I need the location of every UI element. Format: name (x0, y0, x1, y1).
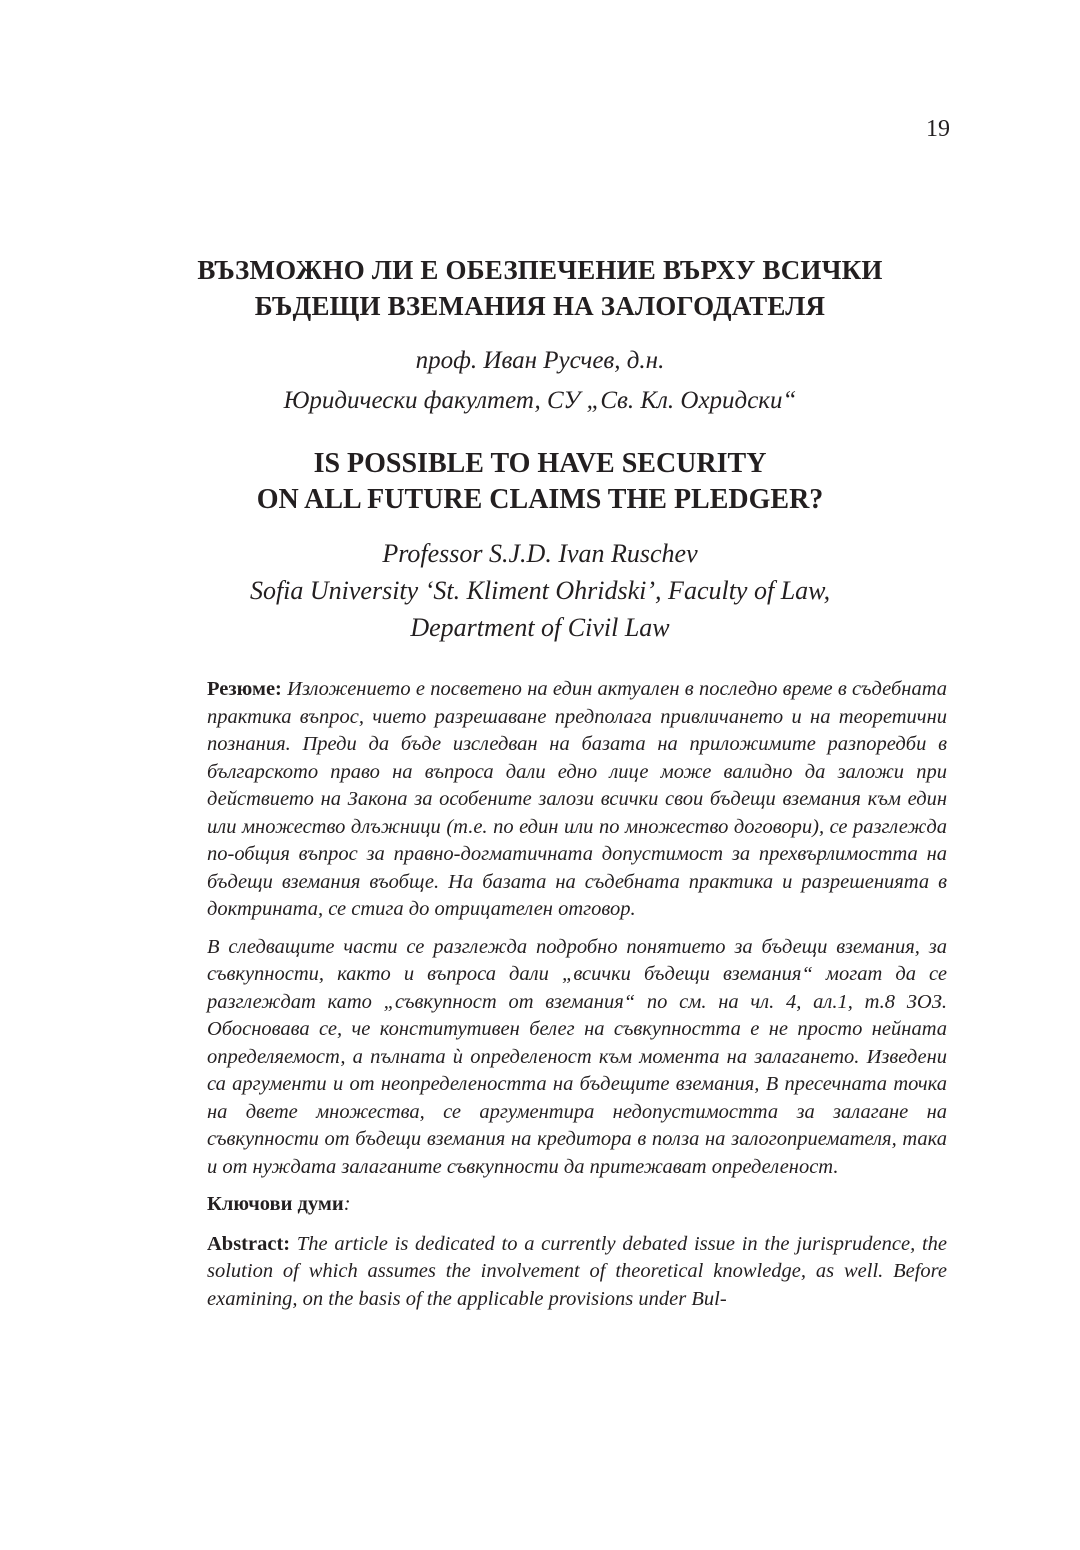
keywords-label: Ключови думи (207, 1193, 344, 1215)
abstract-english-paragraph (207, 1231, 947, 1314)
english-title (100, 446, 980, 518)
english-author-block (100, 535, 980, 646)
summary-text-2: В следващите части се разглежда подробно понятието за бъдещи вземания, за съвкупности, както и въпроса дали „всички бъдещи вземания“ могат да се разглеждат като „съвкупност от вземания“ по см. на чл. 4, ал.1, т.8 ЗОЗ. Обосновава се, че конститутивен белег на съвкупността е не просто нейната определяемост, а пълната ѝ определеност към момента на залагането. Изведени са аргументи и от неопределеността на бъдещите вземания, В пресечната точка на двете множества, се аргументира недопустимостта за залагане на съвкупности от бъдещи вземания на кредитора в полза на залогоприемателя, така и от нуждата залаганите съвкупности да притежават определеност. (207, 935, 947, 1178)
keywords-colon: : (343, 1193, 351, 1215)
abstract-section (207, 676, 947, 1323)
bulgarian-author-affiliation: Юридически факултет, СУ „Св. Кл. Охридски“ (283, 387, 797, 414)
abstract-english-label: Abstract: (207, 1232, 291, 1255)
bulgarian-title (100, 252, 980, 324)
summary-text-1: Изложението е посветено на един актуален в последно време в съдебната практика въпрос, чието разрешаване предполага привличането и на теоретични познания. Преди да бъде изследван на базата на приложимите разпоредби в българското право на въпроса дали едно лице може валидно да заложи при действието на Закона за особените залози всички свои бъдещи вземания към един или множество длъжници (т.е. по един или по множество договори), се разглежда по-общия въпрос за правно-догматичната допустимост за прехвърлимостта на бъдещи вземания въобще. На базата на съдебната практика и разрешенията в доктрината, се стига до отрицателен отговор. (207, 678, 948, 920)
summary-paragraph-2 (207, 934, 947, 1182)
bulgarian-title-line-1: ВЪЗМОЖНО ЛИ Е ОБЕЗПЕЧЕНИЕ ВЪРХУ ВСИЧКИ (197, 255, 883, 285)
bulgarian-title-line-2: БЪДЕЩИ ВЗЕМАНИЯ НА ЗАЛОГОДАТЕЛЯ (254, 291, 826, 321)
keywords-line (207, 1191, 947, 1219)
bulgarian-author-block (100, 341, 980, 421)
english-title-line-1: IS POSSIBLE TO HAVE SECURITY (313, 448, 767, 479)
bulgarian-author-name: проф. Иван Русчев, д.н. (415, 347, 665, 374)
summary-paragraph-1 (207, 676, 947, 924)
english-author-name: Professor S.J.D. Ivan Ruschev (382, 539, 698, 568)
abstract-english-text: The article is dedicated to a currently debated issue in the jurisprudence, the solution of which assumes the involvement of theoretical knowledge, as well. Before examining, on the basis of the applicable provisions under Bul- (207, 1232, 947, 1310)
summary-label: Резюме: (207, 678, 282, 700)
page-number: 19 (926, 116, 950, 142)
english-title-line-2: ON ALL FUTURE CLAIMS THE PLEDGER? (256, 484, 824, 515)
english-author-affiliation-line-2: Department of Civil Law (410, 613, 670, 642)
english-author-affiliation-line-1: Sofia University ‘St. Kliment Ohridski’, Faculty of Law, (249, 576, 831, 605)
